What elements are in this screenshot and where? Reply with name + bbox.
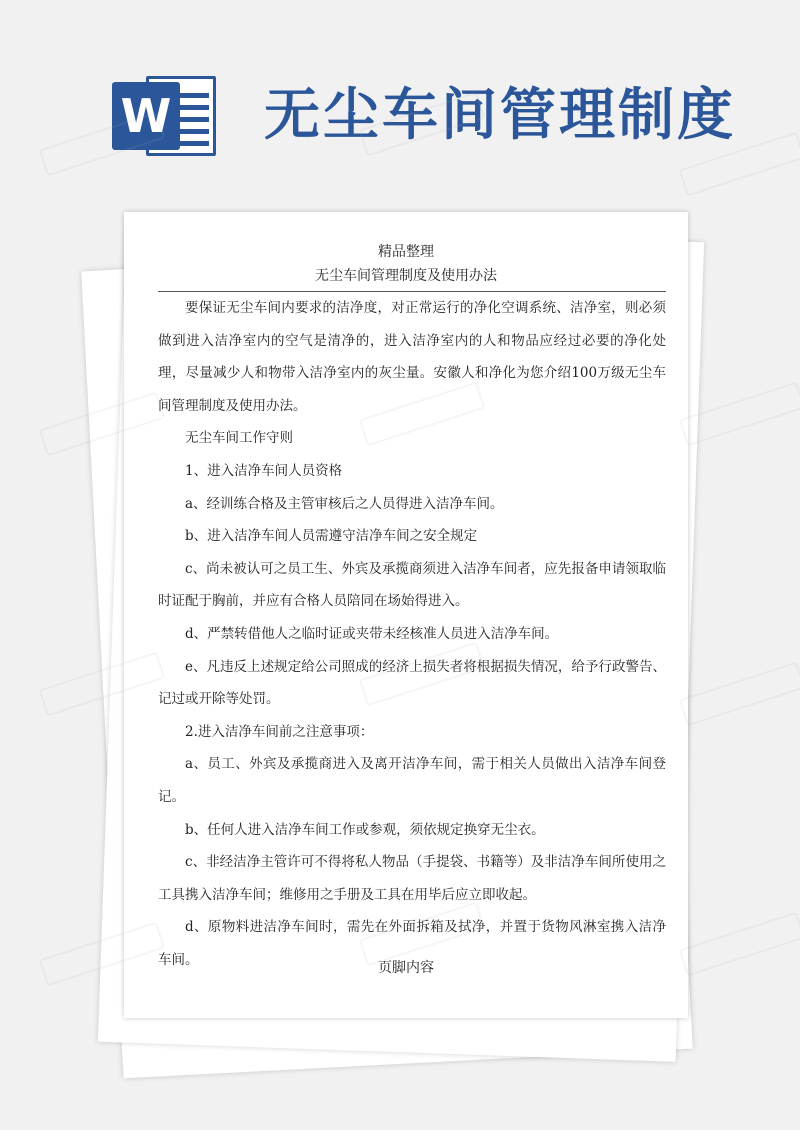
list-heading-1: 1、进入洁净车间人员资格	[185, 462, 343, 479]
list-item: a、经训练合格及主管审核后之人员得进入洁净车间。	[185, 495, 504, 512]
list-item: a、员工、外宾及承揽商进入及离开洁净车间，需于相关人员做出入洁净车间登记。	[158, 756, 666, 805]
list-heading-2: 2.进入洁净车间前之注意事项：	[185, 723, 374, 740]
banner	[0, 0, 800, 200]
list-item: c、尚未被认可之员工生、外宾及承揽商须进入洁净车间者，应先报备申请领取临时证配于胸前，并应有合格人员陪同在场始得进入。	[158, 560, 666, 610]
list-item: d、原物料进洁净车间时，需先在外面拆箱及拭净，并置于货物风淋室携入洁净车间。	[158, 919, 666, 968]
banner-title: 无尘车间管理制度	[264, 83, 736, 148]
list-item: b、进入洁净车间人员需遵守洁净车间之安全规定	[185, 528, 478, 545]
list-item: c、非经洁净主管许可不得将私人物品（手提袋、书籍等）及非洁净车间所使用之 工具携入洁净车间；维修用之手册及工具在用毕后应立即收起。	[158, 854, 666, 903]
watermark-mark	[679, 912, 800, 977]
section-heading: 无尘车间工作守则	[185, 430, 293, 447]
word-letter-tile: W	[112, 82, 180, 150]
document-header: 精品整理	[378, 244, 434, 260]
list-item: d、严禁转借他人之临时证或夹带未经核准人员进入洁净车间。	[185, 625, 559, 642]
document-footer: 页脚内容	[378, 960, 434, 976]
list-item: b、任何人进入洁净车间工作或参观，须依规定换穿无尘衣。	[185, 821, 545, 838]
paragraph-intro: 要保证无尘车间内要求的洁净度，对正常运行的净化空调系统、洁净室，则必须做到进入洁净室内的空气是清净的，进入洁净室内的人和物品应经过必要的净化处理，尽量减少人和物带入洁净室内的灰尘量。安徽人和净化为您介绍100万级无尘车间管理制度及使用办法。	[158, 300, 666, 414]
list-item: e、凡违反上述规定给公司照成的经济上损失者将根据损失情况，给予行政警告、 记过或开除等处罚。	[158, 658, 666, 708]
watermark-mark	[679, 662, 800, 727]
document-page	[124, 212, 688, 1018]
document-body	[158, 292, 666, 976]
word-document-icon	[112, 76, 216, 156]
document-title: 无尘车间管理制度及使用办法	[315, 268, 497, 284]
